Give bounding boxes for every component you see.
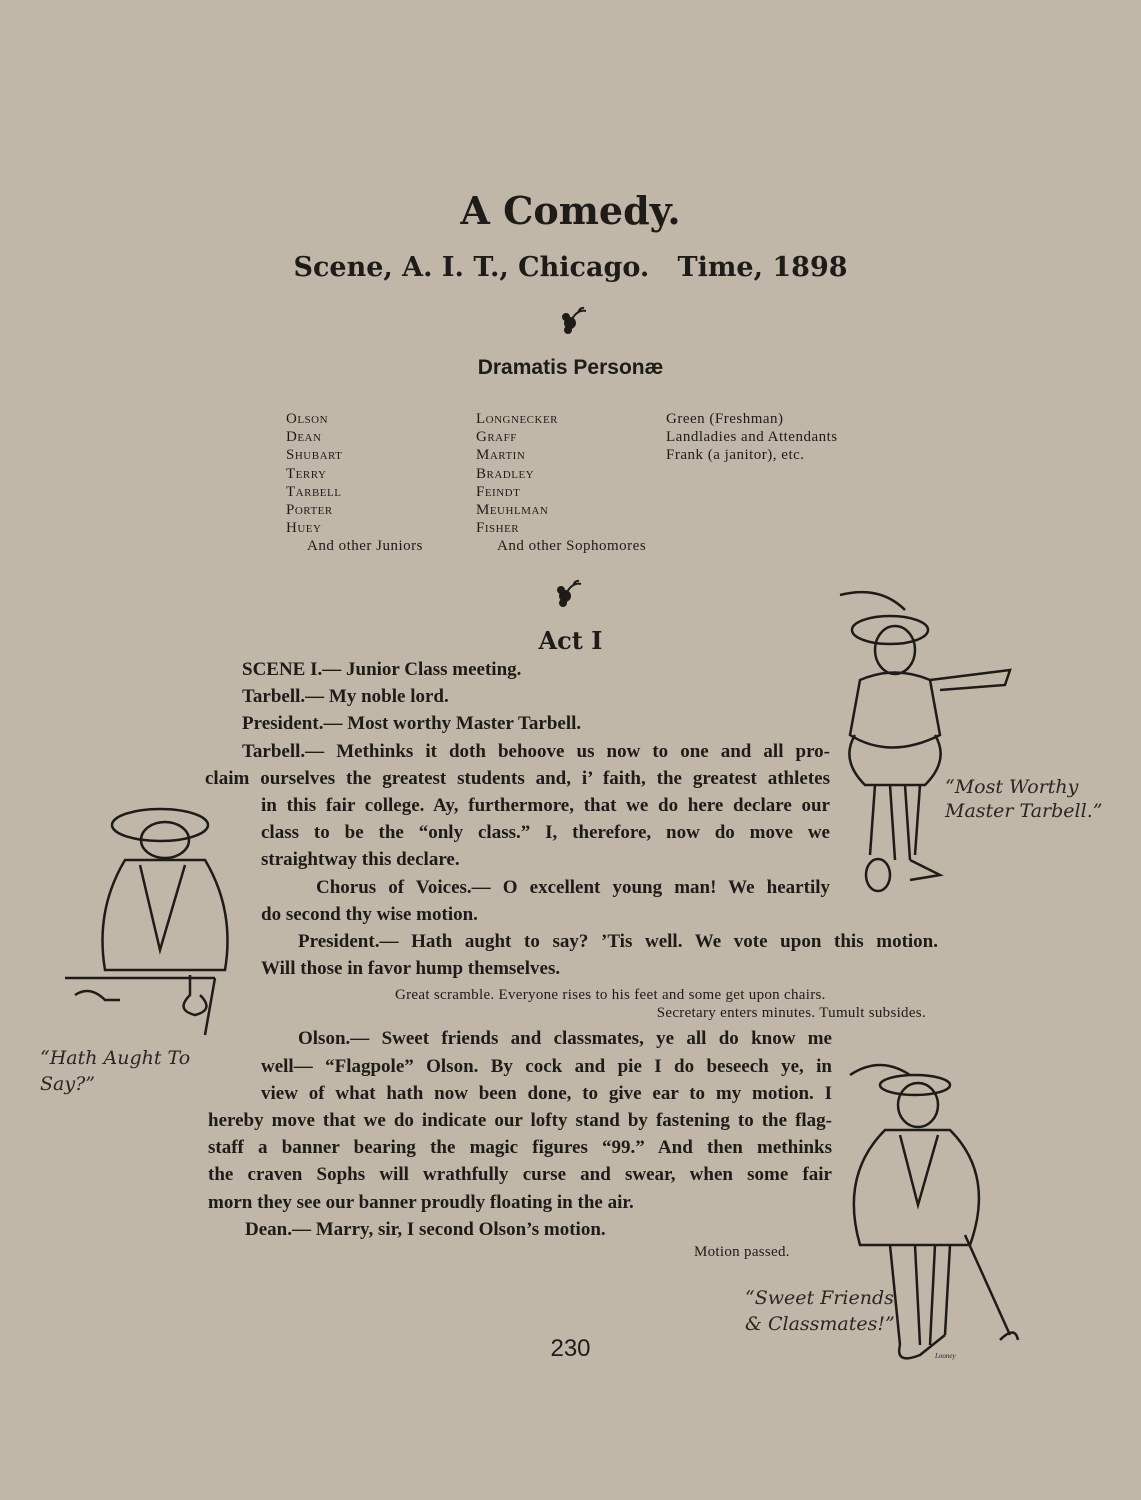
dialogue-line: President.— Hath aught to say? ’Tis well. We vote upon this motion. [298, 931, 938, 953]
ornament-icon [560, 305, 592, 335]
cast-footer: And other Juniors [307, 538, 423, 555]
dialogue-line: Will those in favor hump themselves. [261, 958, 561, 980]
cast-name: Shubart [286, 447, 343, 464]
ornament-icon [555, 578, 587, 608]
dialogue-line: Olson.— Sweet friends and classmates, ye all do know me [298, 1028, 832, 1050]
dramatis-heading: Dramatis Personæ [477, 356, 664, 379]
dialogue-line: Dean.— Marry, sir, I second Olson’s motion. [245, 1218, 606, 1240]
cast-name: Longnecker [476, 411, 558, 427]
president-illustration [65, 800, 255, 1050]
dialogue-line: hereby move that we do indicate our lofty stand by fastening to the flag- [208, 1110, 832, 1132]
cast-name: Olson [286, 411, 329, 427]
cast-name: Tarbell [286, 483, 342, 500]
artist-signature: Looney [935, 1352, 956, 1360]
stage-direction: Secretary enters minutes. Tumult subsides. [656, 1005, 926, 1022]
caption-olson: “Sweet Friends & Classmates!” [745, 1287, 895, 1335]
cast-name: Dean [286, 429, 322, 446]
dialogue-line: well— “Flagpole” Olson. By cock and pie I do beseech ye, in [261, 1055, 832, 1077]
cast-name: Feindt [476, 483, 521, 500]
dialogue-line: straightway this declare. [261, 849, 460, 871]
page-number: 230 [550, 1335, 591, 1362]
caption-president: “Hath Aught To Say?” [40, 1047, 191, 1095]
dialogue-line: Tarbell.— Methinks it doth behoove us now to one and all pro- [242, 740, 830, 762]
cast-name: Graff [476, 429, 517, 446]
stage-direction: Motion passed. [694, 1244, 790, 1261]
cast-column-others [666, 410, 838, 465]
dialogue-line: do second thy wise motion. [261, 903, 478, 925]
dialogue-line: in this fair college. Ay, furthermore, that we do here declare our [261, 795, 830, 817]
scene-subtitle: Scene, A. I. T., Chicago. Time, 1898 [293, 252, 848, 283]
cast-footer: And other Sophomores [497, 538, 647, 555]
stage-direction: Great scramble. Everyone rises to his feet and some get upon chairs. [395, 987, 826, 1004]
tarbell-illustration [830, 585, 1020, 895]
act-text [205, 656, 938, 1261]
dialogue-line: class to be the “only class.” I, therefore, now do move we [261, 822, 830, 844]
cast-name: Meuhlman [476, 502, 549, 519]
cast-column-sophomores [476, 410, 646, 556]
dialogue-line: morn they see our banner proudly floating in the air. [208, 1191, 634, 1213]
stage-direction: SCENE I.— Junior Class meeting. [242, 659, 522, 680]
cast-name: Landladies and Attendants [666, 429, 838, 446]
cast-name: Terry [286, 465, 327, 482]
cast-column-juniors [286, 410, 423, 556]
act-heading: Act I [538, 626, 603, 655]
dialogue-line: view of what hath now been done, to give ear to my motion. I [261, 1082, 832, 1104]
dialogue-line: Tarbell.— My noble lord. [242, 686, 449, 708]
cast-name: Bradley [476, 465, 535, 482]
caption-tarbell: “Most Worthy Master Tarbell.” [945, 776, 1103, 822]
cast-name: Martin [476, 447, 526, 464]
page-title: A Comedy. [460, 188, 681, 233]
cast-name: Frank (a janitor), etc. [666, 447, 805, 464]
cast-name: Huey [286, 520, 322, 537]
dialogue-line: Chorus of Voices.— O excellent young man! We heartily [316, 876, 830, 898]
dialogue-line: the craven Sophs will wrathfully curse and swear, when some fair [208, 1164, 832, 1186]
dialogue-line: staff a banner bearing the magic figures “99.” And then methinks [208, 1137, 832, 1159]
dialogue-line: President.— Most worthy Master Tarbell. [242, 713, 582, 735]
dialogue-line: claim ourselves the greatest students and, i’ faith, the greatest athletes [205, 767, 830, 789]
cast-name: Fisher [476, 520, 520, 537]
cast-name: Porter [286, 502, 333, 519]
cast-name: Green (Freshman) [666, 411, 784, 427]
